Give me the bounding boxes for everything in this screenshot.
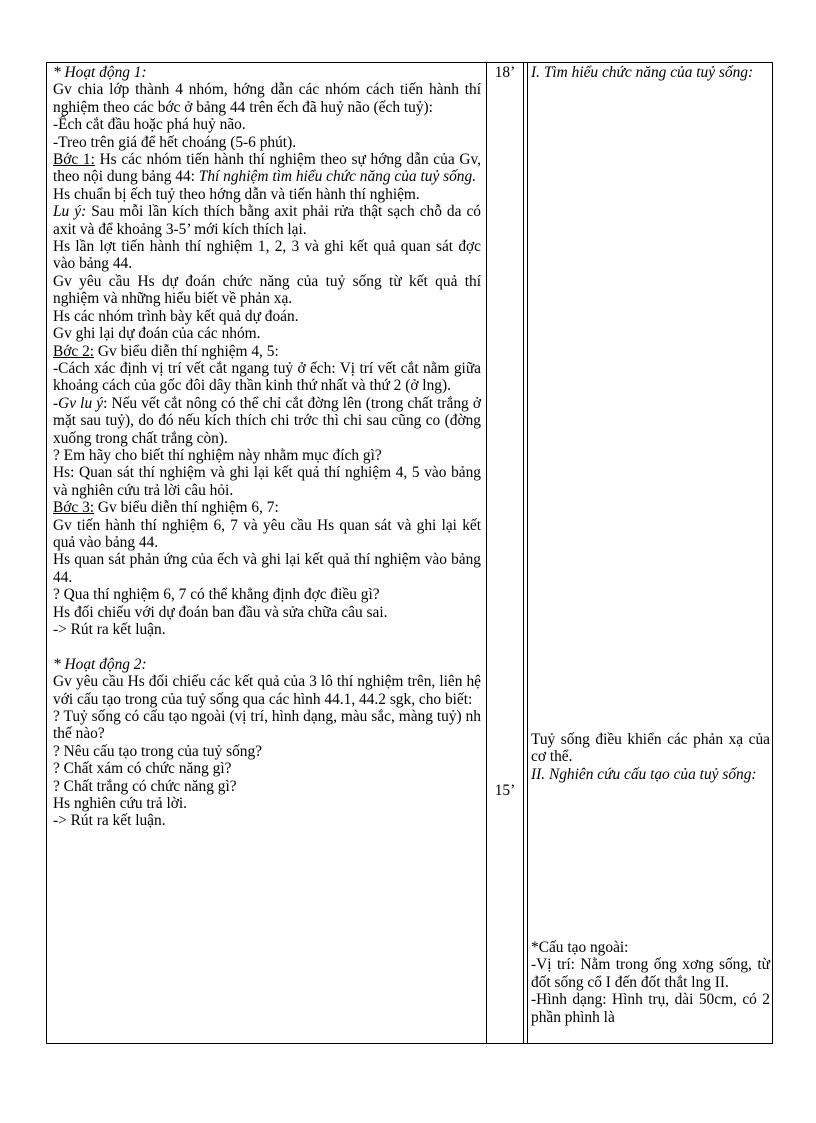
paragraph: Gv yêu cầu Hs dự đoán chức năng của tuỷ sống từ kết quả thí nghiệm và những hiểu biết về phản xạ.	[53, 272, 481, 308]
paragraph: Hs lần lợt tiến hành thí nghiệm 1, 2, 3 và ghi kết quả quan sát đợc vào bảng 44.	[53, 238, 481, 273]
paragraph: Hs các nhóm trình bày kết quả dự đoán.	[53, 307, 299, 325]
paragraph: ? Nêu cấu tạo trong của tuỷ sống?	[53, 742, 262, 760]
paragraph: ? Em hãy cho biết thí nghiệm này nhằm mục đích gì?	[53, 446, 382, 464]
text: Gv biểu diễn thí nghiệm 6, 7:	[94, 499, 279, 517]
note-label: Lu ý:	[53, 203, 87, 221]
paragraph	[53, 203, 481, 238]
paragraph: ? Chất xám có chức năng gì?	[53, 760, 232, 778]
conclusion-1	[531, 731, 770, 783]
activity-1-heading: * Hoạt động 1:	[53, 64, 147, 81]
spacer	[53, 638, 481, 655]
text: : Nếu vết cắt nông có thể chỉ cắt đờng lên (trong chất trắng ở mặt sau tuỷ), do đó nếu kích thích chi trớc thì chi sau cũng co (đờng xuống trong chất trắng còn).	[53, 394, 481, 447]
paragraph: ? Qua thí nghiệm 6, 7 có thể khẳng định đợc điều gì?	[53, 586, 380, 604]
paragraph: Hs chuẩn bị ếch tuỷ theo hớng dẫn và tiến hành thí nghiệm.	[53, 185, 420, 203]
paragraph: -> Rút ra kết luận.	[53, 812, 166, 830]
time-activity-2: 15’	[494, 782, 516, 799]
step-label: Bớc 2:	[53, 342, 95, 360]
paragraph: Tuỷ sống điều khiển các phản xạ của cơ thể.	[531, 731, 770, 766]
paragraph: Gv ghi lại dự đoán của các nhóm.	[53, 325, 261, 343]
paragraph: Hs nghiên cứu trả lời.	[53, 795, 188, 813]
paragraph	[53, 151, 481, 186]
paragraph: Hs quan sát phản ứng của ếch và ghi lại kết quả thí nghiệm vào bảng 44.	[53, 551, 481, 586]
paragraph: -> Rút ra kết luận.	[53, 621, 166, 638]
activities-column	[53, 64, 481, 830]
time-activity-1: 18’	[494, 64, 516, 81]
text: Hs các nhóm tiến hành thí nghiệm theo sự hớng dẫn của Gv, theo nội dung bảng 44:	[53, 151, 481, 186]
column-divider	[486, 63, 487, 1043]
paragraph	[53, 343, 481, 360]
paragraph: Hs đối chiếu với dự đoán ban đầu và sửa chữa câu sai.	[53, 603, 388, 621]
paragraph: -Hình dạng: Hình trụ, dài 50cm, có 2 phần phình là	[531, 991, 770, 1026]
paragraph: -Ếch cắt đầu hoặc phá huỷ não.	[53, 116, 246, 134]
paragraph: *Cấu tạo ngoài:	[531, 939, 629, 956]
paragraph: Gv tiến hành thí nghiệm 6, 7 và yêu cầu Hs quan sát và ghi lại kết quả vào bảng 44.	[53, 516, 481, 551]
section-1-title	[531, 64, 770, 81]
note-label: -Gv lu ý	[53, 394, 104, 412]
paragraph: -Treo trên giá để hết choáng (5-6 phút).	[53, 133, 297, 151]
step-label: Bớc 1:	[53, 151, 95, 169]
paragraph: ? Chất trắng có chức năng gì?	[53, 777, 237, 795]
paragraph: Gv yêu cầu Hs đối chiếu các kết quả của 3 lô thí nghiệm trên, liên hệ với cấu tạo trong của tuỷ sống qua các hình 44.1, 44.2 sgk, cho biết:	[53, 673, 481, 708]
paragraph	[53, 499, 481, 516]
paragraph: Gv chia lớp thành 4 nhóm, hớng dẫn các nhóm cách tiến hành thí nghiệm theo các bớc ở bảng 44 trên ếch đã huỷ não (ếch tuỷ):	[53, 81, 481, 116]
lesson-table	[46, 62, 773, 1044]
structure-notes	[531, 939, 770, 1026]
step-label: Bớc 3:	[53, 499, 95, 517]
section-heading: I. Tìm hiểu chức năng của tuỷ sống:	[531, 64, 754, 81]
paragraph: Hs: Quan sát thí nghiệm và ghi lại kết quả thí nghiệm 4, 5 vào bảng và nghiên cứu trả lời câu hỏi.	[53, 464, 481, 499]
paragraph: -Vị trí: Nằm trong ống xơng sống, từ đốt sống cổ I đến đốt thắt lng II.	[531, 956, 770, 991]
paragraph	[53, 395, 481, 447]
column-divider	[527, 63, 528, 1043]
text: Thí nghiệm tìm hiểu chức năng của tuỷ sống.	[198, 168, 477, 186]
paragraph: -Cách xác định vị trí vết cắt ngang tuỷ ở ếch: Vị trí vết cắt nằm giữa khoảng cách của gốc đôi dây thần kinh thứ nhất và thứ 2 (ở lng).	[53, 359, 481, 395]
paragraph: ? Tuỷ sống có cấu tạo ngoài (vị trí, hình dạng, màu sắc, màng tuỷ) nh thế nào?	[53, 708, 481, 743]
column-divider	[523, 63, 524, 1043]
activity-2-heading: * Hoạt động 2:	[53, 655, 147, 673]
section-heading: II. Nghiên cứu cấu tạo của tuỷ sống:	[531, 765, 757, 783]
text: Gv biểu diễn thí nghiệm 4, 5:	[94, 342, 279, 360]
text: Sau mỗi lần kích thích bằng axit phải rửa thật sạch chỗ da có axit và để khoảng 3-5’ mới kích thích lại.	[53, 203, 481, 238]
